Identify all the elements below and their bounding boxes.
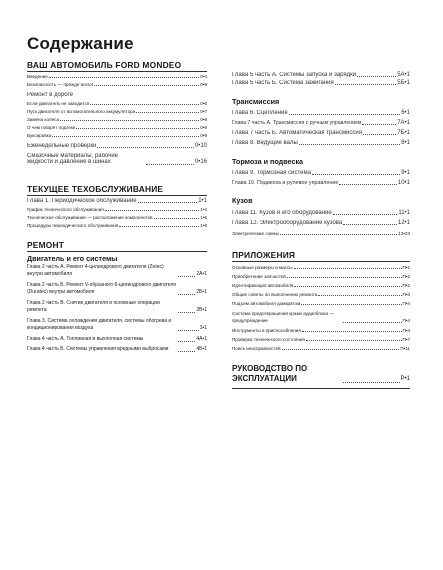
toc-entry[interactable]: Глава 7 часть А. Трансмиссия с ручным управлением 7А•1	[232, 120, 410, 126]
toc-entry[interactable]: Процедуры периодического обслуживания 1•8	[27, 223, 207, 228]
toc-entry[interactable]: Подъем автомобиля домкратом П•4	[232, 301, 410, 306]
toc-entry[interactable]: О чем говорят подтеки 0•9	[27, 125, 207, 130]
toc-entry[interactable]: Глава 10. Подвеска и рулевое управление 10•1	[232, 180, 410, 186]
toc-entry[interactable]: Глава 11. Кузов и его оборудование 11•1	[232, 210, 410, 216]
section-rule	[27, 71, 207, 72]
toc-entry[interactable]: Глава 2 часть А. Ремонт 4-цилиндрового двигателя (Zetec) внутри автомобиля 2А•1	[27, 264, 207, 277]
section-maintenance: ТЕКУЩЕЕ ТЕХОБСЛУЖИВАНИЕ	[27, 184, 164, 194]
toc-entry[interactable]: Общие советы по выполнению ремонта П•3	[232, 292, 410, 297]
toc-entry[interactable]: Система предотвращения кражи аудиоблока — предупреждение П•4	[232, 311, 410, 323]
toc-entry[interactable]: Глава 5 часть А. Системы запуска и зарядки 5А•1	[232, 72, 410, 78]
section-appendices: ПРИЛОЖЕНИЯ	[232, 250, 296, 260]
toc-entry[interactable]: Глава 1. Периодическое обслуживание 1•1	[27, 198, 207, 204]
toc-entry[interactable]: Основные размеры и массы П•1	[232, 265, 410, 270]
toc-entry[interactable]: Глава 2 часть Б. Ремонт V-образного 6-цилиндрового двигателя (Duratec) внутри автомобиля 2Б•1	[27, 282, 207, 295]
toc-entry[interactable]: Поиск неисправностей П•11	[232, 346, 410, 351]
toc-entry[interactable]: Глава 9. Тормозная система 9•1	[232, 170, 410, 176]
toc-entry[interactable]: Глава 8. Ведущие валы 8•1	[232, 140, 410, 146]
subsection-brakes: Тормоза и подвеска	[232, 157, 304, 166]
toc-entry[interactable]: Введение 0•4	[27, 74, 207, 79]
toc-entry[interactable]: Замена колеса 0•8	[27, 117, 207, 122]
section-rule	[27, 251, 207, 252]
toc-entry[interactable]: Глава 5 часть Б. Система зажигания 5Б•1	[232, 80, 410, 86]
toc-entry[interactable]: Пуск двигателя от вспомогательного аккумулятора 0•7	[27, 109, 207, 114]
toc-entry[interactable]: Глава 7 часть Б. Автоматическая трансмиссия 7Б•1	[232, 130, 410, 136]
toc-entry[interactable]: Глава 2 часть В. Снятие двигателя и основные операции ремонта 2В•1	[27, 300, 207, 313]
subsection-transmission: Трансмиссия	[232, 97, 280, 106]
toc-entry[interactable]: Если двигатель не заводится 0•6	[27, 101, 207, 106]
toc-entry[interactable]: Глава 4 часть Б. Системы управления вредными выбросами 4Б•1	[27, 346, 207, 352]
toc-entry[interactable]: Глава 6. Сцепление 6•1	[232, 110, 410, 116]
toc-entry[interactable]: Безопасность — прежде всего! 0•5	[27, 82, 207, 87]
toc-entry[interactable]: Приобретение запчастей П•2	[232, 274, 410, 279]
toc-entry[interactable]: Буксировка 0•9	[27, 133, 207, 138]
toc-entry[interactable]: Идентификация автомобиля П•2	[232, 283, 410, 288]
toc-entry[interactable]: График технического обслуживания 1•4	[27, 207, 207, 212]
section-rule	[27, 195, 207, 196]
section-rule	[232, 261, 410, 262]
subsection-body: Кузов	[232, 196, 253, 205]
toc-entry[interactable]: Электрические схемы 12•33	[232, 231, 410, 236]
subsection-engine: Двигатель и его системы	[27, 254, 118, 263]
section-repair: РЕМОНТ	[27, 240, 65, 250]
toc-subsection-road[interactable]: Ремонт в дороге	[27, 92, 74, 98]
section-rule	[232, 388, 410, 389]
toc-entry-weekly[interactable]: Еженедельные проверки 0•10	[27, 143, 207, 149]
toc-entry-guide[interactable]: РУКОВОДСТВО ПО ЭКСПЛУАТАЦИИ Р•1	[232, 364, 410, 383]
toc-entry[interactable]: Глава 12. Электрооборудование кузова 12•1	[232, 220, 410, 226]
toc-entry[interactable]: Проверка технического состояния П•7	[232, 337, 410, 342]
toc-entry[interactable]: Глава 4 часть А. Топливная и выхлопная системы 4А•1	[27, 336, 207, 342]
section-your-car: ВАШ АВТОМОБИЛЬ FORD MONDEO	[27, 60, 182, 70]
page-title: Содержание	[27, 34, 134, 53]
toc-entry[interactable]: Техническое обслуживание — расположение компонентов 1•5	[27, 215, 207, 220]
toc-entry[interactable]: Глава 3. Система охлаждения двигателя, системы обогрева и кондиционирования воздуха 3•1	[27, 318, 207, 331]
toc-entry-fluids[interactable]: Смазочные материалы, рабочие жидкости и давление в шинах 0•16	[27, 153, 207, 166]
toc-entry[interactable]: Инструменты и приспособления П•4	[232, 328, 410, 333]
